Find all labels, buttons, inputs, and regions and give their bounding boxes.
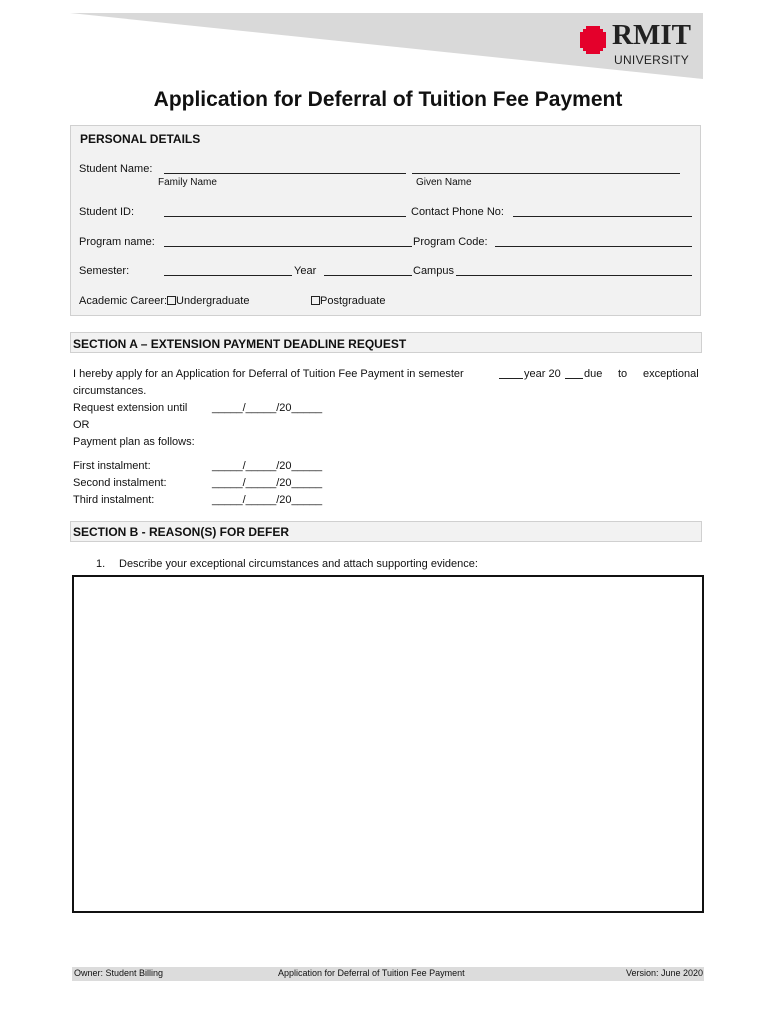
logo-name: RMIT — [612, 19, 691, 51]
given-name-caption: Given Name — [416, 177, 472, 188]
footer-doc-title: Application for Deferral of Tuition Fee Payment — [278, 968, 465, 978]
page-footer — [72, 967, 704, 981]
postgraduate-label: Postgraduate — [320, 295, 386, 307]
postgraduate-option — [311, 295, 385, 307]
postgraduate-checkbox[interactable] — [311, 296, 320, 305]
section-a-intro-5: exceptional — [643, 368, 699, 380]
or-text: OR — [73, 419, 90, 431]
section-a-intro-1: I hereby apply for an Application for Deferral of Tuition Fee Payment in semester — [73, 368, 464, 380]
page-title: Application for Deferral of Tuition Fee Payment — [153, 88, 623, 111]
request-extension-label: Request extension until — [73, 402, 188, 414]
campus-field[interactable] — [456, 275, 692, 276]
contact-phone-label: Contact Phone No: — [411, 206, 504, 218]
student-id-label: Student ID: — [79, 206, 135, 218]
academic-career-row — [79, 295, 249, 307]
section-a-heading: SECTION A – EXTENSION PAYMENT DEADLINE REQUEST — [73, 337, 407, 351]
year-label: Year — [294, 265, 317, 277]
section-a-intro-4: to — [618, 368, 628, 380]
first-instalment-label: First instalment: — [73, 460, 151, 472]
undergraduate-checkbox[interactable] — [167, 296, 176, 305]
given-name-field[interactable] — [412, 173, 680, 174]
program-code-label: Program Code: — [413, 236, 488, 248]
footer-owner: Owner: Student Billing — [74, 968, 164, 978]
program-name-label: Program name: — [79, 236, 155, 248]
academic-career-label: Academic Career: — [79, 295, 168, 307]
circumstances-textbox[interactable] — [72, 575, 704, 913]
personal-details-panel — [70, 125, 701, 316]
rmit-logo — [578, 19, 702, 68]
second-instalment-label: Second instalment: — [73, 477, 167, 489]
section-a-intro-line2: circumstances. — [73, 385, 147, 397]
family-name-caption: Family Name — [158, 177, 217, 188]
campus-label: Campus — [413, 265, 454, 277]
second-instalment-date[interactable]: _____/_____/20_____ — [212, 477, 323, 489]
section-a-intro-3: due — [584, 368, 603, 380]
footer-version: Version: June 2020 — [625, 968, 703, 978]
third-instalment-label: Third instalment: — [73, 494, 155, 506]
section-b-heading: SECTION B - REASON(S) FOR DEFER — [73, 525, 290, 539]
logo-sub: UNIVERSITY — [614, 53, 690, 67]
first-instalment-date[interactable]: _____/_____/20_____ — [212, 460, 323, 472]
undergraduate-label: Undergraduate — [176, 295, 250, 307]
semester-label: Semester: — [79, 265, 130, 277]
payment-plan-label: Payment plan as follows: — [73, 436, 195, 448]
item-instruction: Describe your exceptional circumstances and attach supporting evidence: — [119, 558, 478, 570]
student-id-field[interactable] — [164, 216, 406, 217]
family-name-field[interactable] — [164, 173, 406, 174]
year-field[interactable] — [324, 275, 412, 276]
section-a-intro-2: year 20 — [524, 368, 561, 380]
program-code-field[interactable] — [495, 246, 692, 247]
third-instalment-date[interactable]: _____/_____/20_____ — [212, 494, 323, 506]
request-extension-date[interactable]: _____/_____/20_____ — [212, 402, 323, 414]
year-blank[interactable] — [565, 378, 583, 379]
semester-blank[interactable] — [499, 378, 523, 379]
item-number: 1. — [96, 558, 106, 570]
contact-phone-field[interactable] — [513, 216, 692, 217]
program-name-field[interactable] — [164, 246, 412, 247]
student-name-label: Student Name: — [79, 163, 153, 175]
rmit-pixel-icon — [578, 26, 608, 54]
semester-field[interactable] — [164, 275, 292, 276]
personal-details-heading: PERSONAL DETAILS — [80, 132, 201, 146]
